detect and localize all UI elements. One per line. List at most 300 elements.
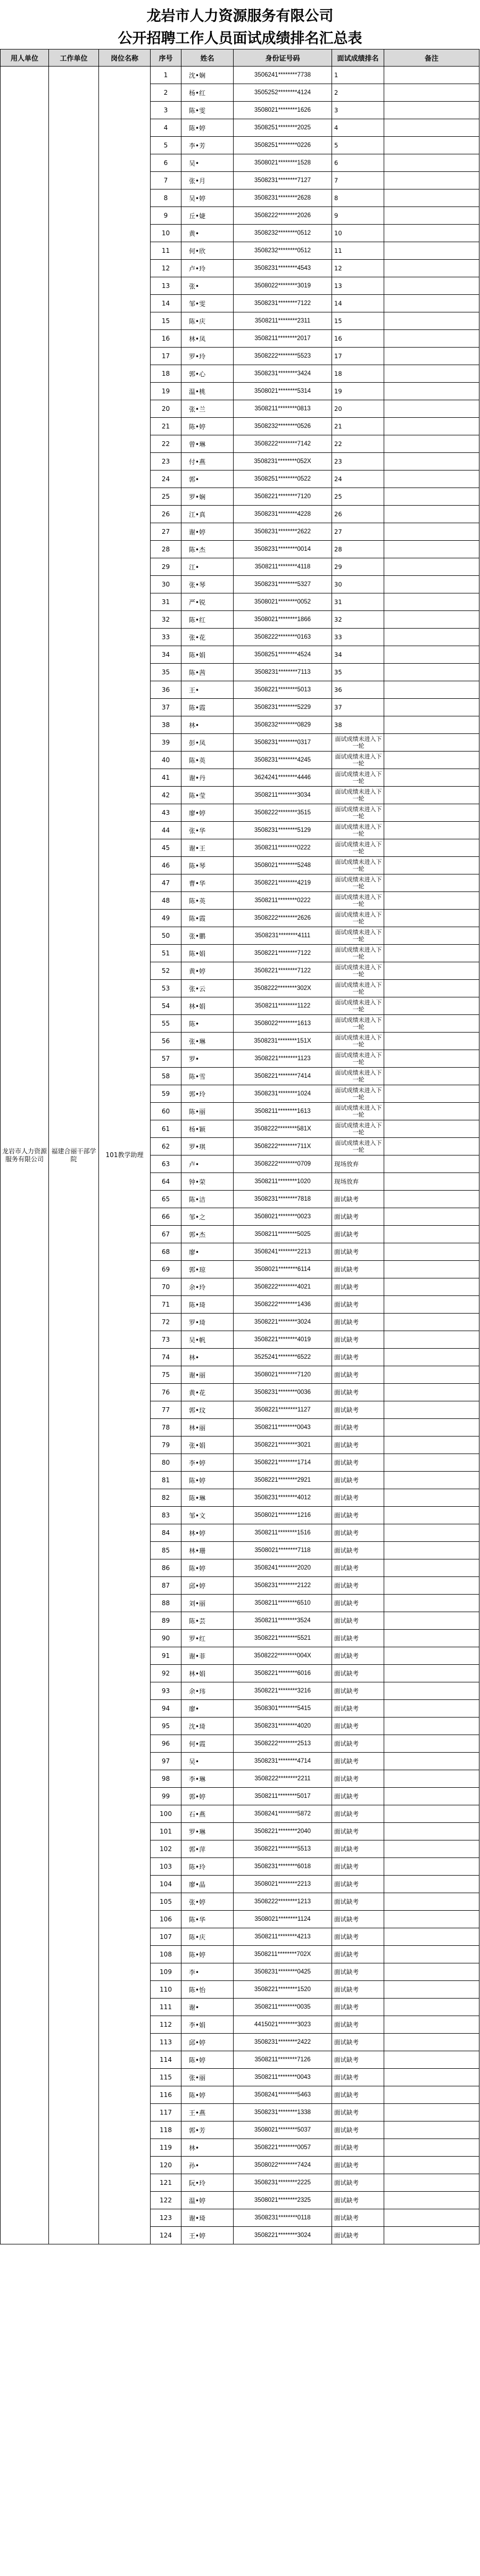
result-cell: 33 [332,629,384,646]
name-cell: 温•婷 [181,2192,234,2209]
id-number-cell: 3508221********1123 [234,1050,332,1068]
result-cell: 9 [332,207,384,225]
result-cell: 25 [332,488,384,506]
seq-cell: 121 [151,2174,181,2192]
result-cell: 面试成绩未进入下一轮 [332,1015,384,1033]
result-cell: 面试成绩未进入下一轮 [332,927,384,945]
seq-cell: 106 [151,1911,181,1928]
remarks-cell [384,1823,479,1840]
name-cell: 曹•华 [181,874,234,892]
seq-cell: 51 [151,945,181,962]
id-number-cell: 3508221********7122 [234,945,332,962]
result-cell: 面试缺考 [332,1682,384,1700]
name-cell: 陈•丽 [181,1103,234,1120]
seq-cell: 35 [151,664,181,681]
remarks-cell [384,804,479,822]
result-cell: 面试缺考 [332,1349,384,1366]
id-number-cell: 3508222********7142 [234,435,332,453]
seq-cell: 52 [151,962,181,980]
seq-cell: 50 [151,927,181,945]
id-number-cell: 3508232********0512 [234,225,332,242]
remarks-cell [384,470,479,488]
result-cell: 面试缺考 [332,1261,384,1278]
seq-cell: 93 [151,1682,181,1700]
remarks-cell [384,1436,479,1454]
name-cell: 李•婷 [181,1454,234,1472]
name-cell: 陈•霞 [181,910,234,927]
name-cell: 林• [181,2139,234,2157]
remarks-cell [384,1401,479,1419]
id-number-cell: 3508022********3019 [234,277,332,295]
result-cell: 30 [332,576,384,593]
remarks-cell [384,2192,479,2209]
seq-cell: 71 [151,1296,181,1314]
result-cell: 36 [332,681,384,699]
id-number-cell: 3508231********052X [234,453,332,470]
name-cell: 陈•雪 [181,1068,234,1085]
id-number-cell: 3508221********6016 [234,1665,332,1682]
result-cell: 12 [332,260,384,277]
result-cell: 面试缺考 [332,1278,384,1296]
name-cell: 廖•婷 [181,804,234,822]
name-cell: 林•娟 [181,1665,234,1682]
result-cell: 面试缺考 [332,1718,384,1735]
result-cell: 面试缺考 [332,1542,384,1559]
seq-cell: 38 [151,716,181,734]
name-cell: 江•真 [181,506,234,523]
id-number-cell: 3508231********1338 [234,2104,332,2121]
result-cell: 面试缺考 [332,1647,384,1665]
header-workplace: 工作单位 [49,49,99,67]
remarks-cell [384,2157,479,2174]
name-cell: 彭•凤 [181,734,234,752]
seq-cell: 43 [151,804,181,822]
name-cell: 江• [181,558,234,576]
result-cell: 面试缺考 [332,2086,384,2104]
name-cell: 石•燕 [181,1805,234,1823]
remarks-cell [384,277,479,295]
result-cell: 面试成绩未进入下一轮 [332,997,384,1015]
result-cell: 34 [332,646,384,664]
result-cell: 面试缺考 [332,1946,384,1963]
seq-cell: 61 [151,1120,181,1138]
remarks-cell [384,1805,479,1823]
seq-cell: 102 [151,1840,181,1858]
id-number-cell: 3508221********1520 [234,1981,332,1999]
name-cell: 陈•华 [181,1911,234,1928]
id-number-cell: 3508241********5463 [234,2086,332,2104]
id-number-cell: 3508221********3024 [234,2227,332,2244]
result-cell: 面试缺考 [332,1753,384,1770]
header-result: 面试成绩排名 [332,49,384,67]
id-number-cell: 3508221********0057 [234,2139,332,2157]
name-cell: 张•兰 [181,400,234,418]
seq-cell: 56 [151,1033,181,1050]
name-cell: 何•霞 [181,1735,234,1753]
seq-cell: 90 [151,1630,181,1647]
seq-cell: 83 [151,1507,181,1524]
remarks-cell [384,1946,479,1963]
name-cell: 刘•丽 [181,1595,234,1612]
result-cell: 面试缺考 [332,1489,384,1507]
remarks-cell [384,629,479,646]
id-number-cell: 3508211********3034 [234,787,332,804]
remarks-cell [384,874,479,892]
remarks-cell [384,1735,479,1753]
id-number-cell: 3508211********0035 [234,1999,332,2016]
result-cell: 面试缺考 [332,1876,384,1893]
name-cell: 张•婷 [181,1893,234,1911]
result-cell: 35 [332,664,384,681]
id-number-cell: 3508231********0036 [234,1384,332,1401]
result-cell: 面试成绩未进入下一轮 [332,874,384,892]
id-number-cell: 3508231********0118 [234,2209,332,2227]
header-position: 岗位名称 [99,49,151,67]
id-number-cell: 3508221********3024 [234,1314,332,1331]
id-number-cell: 3624241********4446 [234,769,332,787]
id-number-cell: 3508021********0052 [234,593,332,611]
result-cell: 面试成绩未进入下一轮 [332,910,384,927]
id-number-cell: 3508231********4012 [234,1489,332,1507]
seq-cell: 23 [151,453,181,470]
result-cell: 15 [332,312,384,330]
merged-employer-cell: 龙岩市人力资源服务有限公司 [1,67,49,2244]
name-cell: 张•鹏 [181,927,234,945]
name-cell: 陈•婷 [181,119,234,137]
seq-cell: 29 [151,558,181,576]
result-cell: 11 [332,242,384,260]
result-cell: 面试成绩未进入下一轮 [332,962,384,980]
remarks-cell [384,1155,479,1173]
remarks-cell [384,1682,479,1700]
id-number-cell: 3508021********6114 [234,1261,332,1278]
result-cell: 面试成绩未进入下一轮 [332,1138,384,1155]
id-number-cell: 3508021********5248 [234,857,332,874]
id-number-cell: 4415021********3023 [234,2016,332,2034]
result-cell: 面试缺考 [332,1226,384,1243]
id-number-cell: 3508211********4118 [234,558,332,576]
remarks-cell [384,1700,479,1718]
remarks-cell [384,2227,479,2244]
name-cell: 陈•琦 [181,1296,234,1314]
name-cell: 张•琳 [181,1033,234,1050]
name-cell: 谢•丹 [181,769,234,787]
name-cell: 陈•芸 [181,1612,234,1630]
remarks-cell [384,295,479,312]
remarks-cell [384,1191,479,1208]
result-cell: 28 [332,541,384,558]
name-cell: 廖•晶 [181,1876,234,1893]
result-cell: 23 [332,453,384,470]
result-cell: 面试缺考 [332,1911,384,1928]
id-number-cell: 3508231********7127 [234,172,332,189]
seq-cell: 105 [151,1893,181,1911]
remarks-cell [384,2139,479,2157]
id-number-cell: 3508232********0829 [234,716,332,734]
remarks-cell [384,962,479,980]
seq-cell: 31 [151,593,181,611]
name-cell: 邱•婷 [181,2034,234,2051]
name-cell: 杨•颖 [181,1120,234,1138]
seq-cell: 103 [151,1858,181,1876]
remarks-cell [384,1893,479,1911]
name-cell: 孙• [181,2157,234,2174]
name-cell: 郭•芳 [181,2121,234,2139]
id-number-cell: 3508211********7126 [234,2051,332,2069]
id-number-cell: 3508222********004X [234,1647,332,1665]
result-cell: 22 [332,435,384,453]
id-number-cell: 3508232********0526 [234,418,332,435]
remarks-cell [384,506,479,523]
remarks-cell [384,2086,479,2104]
seq-cell: 5 [151,137,181,154]
name-cell: 陈•莹 [181,787,234,804]
id-number-cell: 3508231********5129 [234,822,332,839]
name-cell: 余•玮 [181,1682,234,1700]
seq-cell: 26 [151,506,181,523]
id-number-cell: 3508211********0222 [234,839,332,857]
seq-cell: 104 [151,1876,181,1893]
name-cell: 林•凤 [181,330,234,348]
document-subtitle: 公开招聘工作人员面试成绩排名汇总表 [118,30,362,47]
seq-cell: 97 [151,1753,181,1770]
remarks-cell [384,910,479,927]
remarks-cell [384,1454,479,1472]
remarks-cell [384,1226,479,1243]
remarks-cell [384,2016,479,2034]
remarks-cell [384,980,479,997]
remarks-cell [384,1208,479,1226]
name-cell: 吴•婷 [181,189,234,207]
result-cell: 面试缺考 [332,2157,384,2174]
remarks-cell [384,67,479,84]
remarks-cell [384,1999,479,2016]
result-cell: 面试缺考 [332,2016,384,2034]
id-number-cell: 3508231********2422 [234,2034,332,2051]
remarks-cell [384,734,479,752]
header-id-number: 身份证号码 [234,49,332,67]
seq-cell: 99 [151,1788,181,1805]
result-cell: 面试缺考 [332,2174,384,2192]
name-cell: 张•娟 [181,1436,234,1454]
id-number-cell: 3508211********1122 [234,997,332,1015]
result-cell: 面试成绩未进入下一轮 [332,1033,384,1050]
name-cell: 陈•庆 [181,312,234,330]
id-number-cell: 3506241********7738 [234,67,332,84]
result-cell: 31 [332,593,384,611]
remarks-cell [384,1858,479,1876]
name-cell: 郭•心 [181,365,234,383]
remarks-cell [384,1472,479,1489]
result-cell: 面试缺考 [332,1963,384,1981]
seq-cell: 21 [151,418,181,435]
name-cell: 卢•玲 [181,260,234,277]
result-cell: 面试缺考 [332,1366,384,1384]
seq-cell: 117 [151,2104,181,2121]
seq-cell: 4 [151,119,181,137]
id-number-cell: 3508221********4219 [234,874,332,892]
remarks-cell [384,1577,479,1595]
seq-cell: 94 [151,1700,181,1718]
id-number-cell: 3508021********1866 [234,611,332,629]
name-cell: 陈•雯 [181,102,234,119]
remarks-cell [384,242,479,260]
id-number-cell: 3508222********4021 [234,1278,332,1296]
name-cell: 沈•琦 [181,1718,234,1735]
remarks-cell [384,119,479,137]
id-number-cell: 3508231********4714 [234,1753,332,1770]
seq-cell: 74 [151,1349,181,1366]
seq-cell: 20 [151,400,181,418]
id-number-cell: 3508221********2040 [234,1823,332,1840]
remarks-cell [384,400,479,418]
id-number-cell: 3508231********4020 [234,1718,332,1735]
seq-cell: 25 [151,488,181,506]
remarks-cell [384,611,479,629]
remarks-cell [384,2069,479,2086]
remarks-cell [384,383,479,400]
remarks-cell [384,945,479,962]
remarks-cell [384,1173,479,1191]
name-cell: 廖• [181,1243,234,1261]
name-cell: 曾•琳 [181,435,234,453]
id-number-cell: 3508222********1213 [234,1893,332,1911]
name-cell: 陈•庆 [181,1928,234,1946]
id-number-cell: 3508021********1626 [234,102,332,119]
seq-cell: 91 [151,1647,181,1665]
name-cell: 陈•婷 [181,2051,234,2069]
id-number-cell: 3508211********0043 [234,1419,332,1436]
remarks-cell [384,892,479,910]
id-number-cell: 3508231********5327 [234,576,332,593]
name-cell: 陈•红 [181,611,234,629]
seq-cell: 116 [151,2086,181,2104]
result-cell: 面试成绩未进入下一轮 [332,1085,384,1103]
result-cell: 27 [332,523,384,541]
remarks-cell [384,1928,479,1946]
remarks-cell [384,541,479,558]
name-cell: 林•珊 [181,1542,234,1559]
remarks-cell [384,1612,479,1630]
seq-cell: 17 [151,348,181,365]
result-cell: 面试成绩未进入下一轮 [332,769,384,787]
name-cell: 林•丽 [181,1419,234,1436]
seq-cell: 70 [151,1278,181,1296]
id-number-cell: 3508221********1127 [234,1401,332,1419]
id-number-cell: 3508301********5415 [234,1700,332,1718]
remarks-cell [384,997,479,1015]
result-cell: 3 [332,102,384,119]
seq-cell: 87 [151,1577,181,1595]
result-cell: 面试缺考 [332,1524,384,1542]
name-cell: 吴• [181,154,234,172]
name-cell: 邹•雯 [181,295,234,312]
result-cell: 5 [332,137,384,154]
id-number-cell: 3508211********2017 [234,330,332,348]
result-cell: 面试缺考 [332,1472,384,1489]
result-cell: 面试缺考 [332,1296,384,1314]
name-cell: 罗• [181,1050,234,1068]
seq-cell: 16 [151,330,181,348]
seq-cell: 48 [151,892,181,910]
remarks-cell [384,1296,479,1314]
remarks-cell [384,1366,479,1384]
remarks-cell [384,699,479,716]
name-cell: 付•燕 [181,453,234,470]
remarks-cell [384,927,479,945]
seq-cell: 19 [151,383,181,400]
seq-cell: 119 [151,2139,181,2157]
result-cell: 14 [332,295,384,312]
name-cell: 陈•英 [181,752,234,769]
name-cell: 林•婷 [181,1524,234,1542]
remarks-cell [384,787,479,804]
id-number-cell: 3508221********5013 [234,681,332,699]
remarks-cell [384,1015,479,1033]
name-cell: 陈•霞 [181,699,234,716]
result-cell: 面试缺考 [332,1507,384,1524]
id-number-cell: 3508221********5513 [234,1840,332,1858]
result-cell: 面试成绩未进入下一轮 [332,787,384,804]
id-number-cell: 3508021********0023 [234,1208,332,1226]
name-cell: 郭•玲 [181,1085,234,1103]
seq-cell: 47 [151,874,181,892]
remarks-cell [384,558,479,576]
result-cell: 面试缺考 [332,2227,384,2244]
name-cell: 王•燕 [181,2104,234,2121]
remarks-cell [384,1647,479,1665]
remarks-cell [384,1788,479,1805]
result-cell: 面试成绩未进入下一轮 [332,1068,384,1085]
name-cell: 陈•琴 [181,857,234,874]
id-number-cell: 3508231********0317 [234,734,332,752]
seq-cell: 75 [151,1366,181,1384]
id-number-cell: 3508211********0043 [234,2069,332,2086]
seq-cell: 100 [151,1805,181,1823]
seq-cell: 13 [151,277,181,295]
result-cell: 面试缺考 [332,1805,384,1823]
name-cell: 黄•婷 [181,962,234,980]
result-cell: 面试缺考 [332,1595,384,1612]
seq-cell: 46 [151,857,181,874]
id-number-cell: 3508231********3424 [234,365,332,383]
name-cell: 罗•娴 [181,488,234,506]
id-number-cell: 3508222********1436 [234,1296,332,1314]
id-number-cell: 3508221********4019 [234,1331,332,1349]
seq-cell: 77 [151,1401,181,1419]
name-cell: 张•花 [181,629,234,646]
name-cell: 陈•茜 [181,664,234,681]
result-cell: 面试缺考 [332,1436,384,1454]
name-cell: 郭•玟 [181,1401,234,1419]
seq-cell: 85 [151,1542,181,1559]
name-cell: 温•桃 [181,383,234,400]
result-cell: 38 [332,716,384,734]
name-cell: 沈•娴 [181,67,234,84]
remarks-cell [384,1524,479,1542]
remarks-cell [384,453,479,470]
seq-cell: 72 [151,1314,181,1331]
remarks-cell [384,681,479,699]
name-cell: 陈•婷 [181,1472,234,1489]
name-cell: 阮•玲 [181,2174,234,2192]
name-cell: 林•娟 [181,997,234,1015]
seq-cell: 3 [151,102,181,119]
result-cell: 面试缺考 [332,2121,384,2139]
result-cell: 21 [332,418,384,435]
seq-cell: 114 [151,2051,181,2069]
id-number-cell: 3508231********4111 [234,927,332,945]
